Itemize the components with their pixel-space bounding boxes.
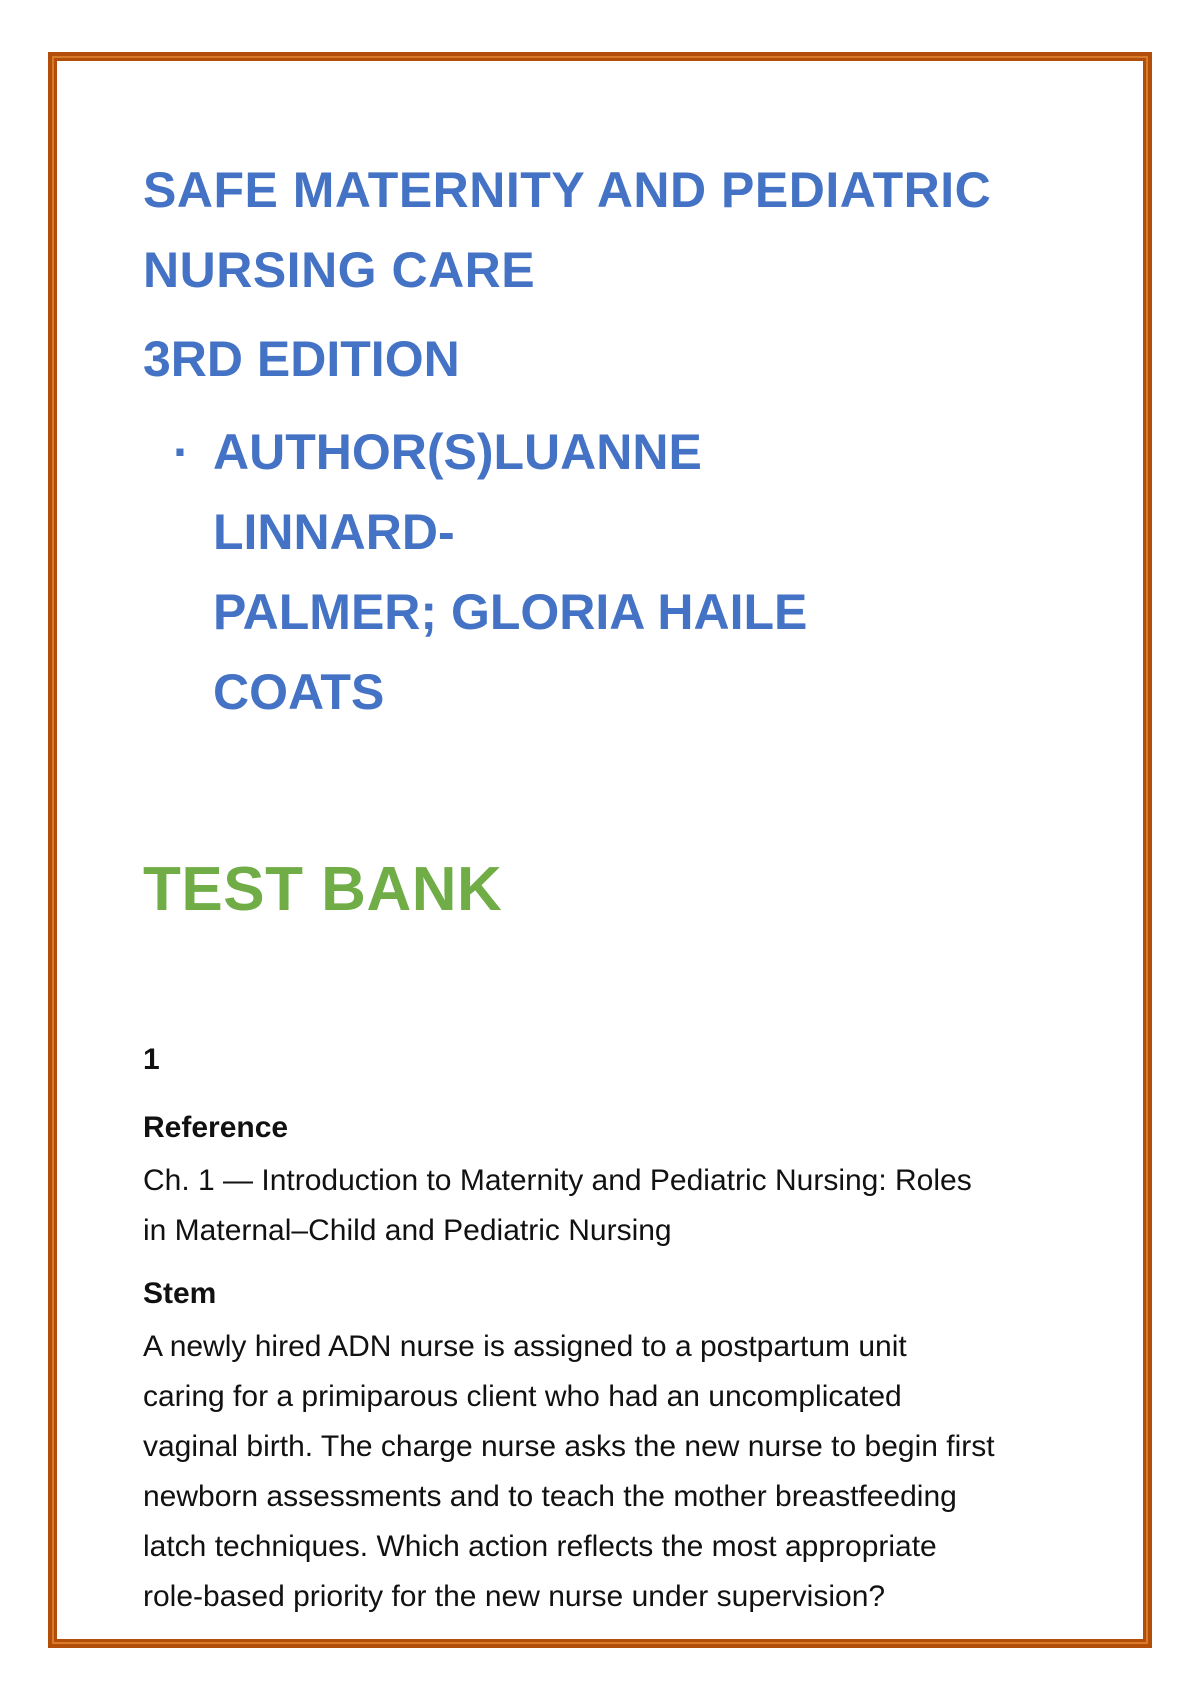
stem-line-6: role-based priority for the new nurse under supervision? (143, 1580, 886, 1613)
authors-line-1: AUTHOR(S)LUANNE LINNARD- (213, 424, 702, 560)
reference-line-1: Ch. 1 — Introduction to Maternity and Pediatric Nursing: Roles (143, 1164, 972, 1197)
stem-line-1: A newly hired ADN nurse is assigned to a postpartum unit (143, 1330, 907, 1363)
bullet-icon: · (173, 424, 190, 480)
stem-text (143, 1322, 1073, 1622)
edition-label: 3RD EDITION (143, 331, 460, 387)
reference-text (143, 1156, 1073, 1256)
reference-heading: Reference (143, 1111, 289, 1144)
stem-line-3: vaginal birth. The charge nurse asks the new nurse to begin first (143, 1430, 995, 1463)
stem-heading: Stem (143, 1277, 217, 1310)
book-title-line-1: SAFE MATERNITY AND PEDIATRIC (143, 162, 992, 218)
stem-line-4: newborn assessments and to teach the mother breastfeeding (143, 1480, 957, 1513)
book-title-line-2: NURSING CARE (143, 242, 536, 298)
authors-line-2: PALMER; GLORIA HAILE COATS (213, 584, 808, 720)
stem-line-5: latch techniques. Which action reflects the most appropriate (143, 1530, 937, 1563)
book-title (143, 150, 1083, 310)
stem-line-2: caring for a primiparous client who had an uncomplicated (143, 1380, 902, 1413)
reference-line-2: in Maternal–Child and Pediatric Nursing (143, 1214, 672, 1247)
question-number: 1 (143, 1043, 160, 1076)
test-bank-heading: TEST BANK (143, 855, 503, 924)
document-content (143, 150, 1083, 1613)
authors-list-item (173, 412, 933, 732)
